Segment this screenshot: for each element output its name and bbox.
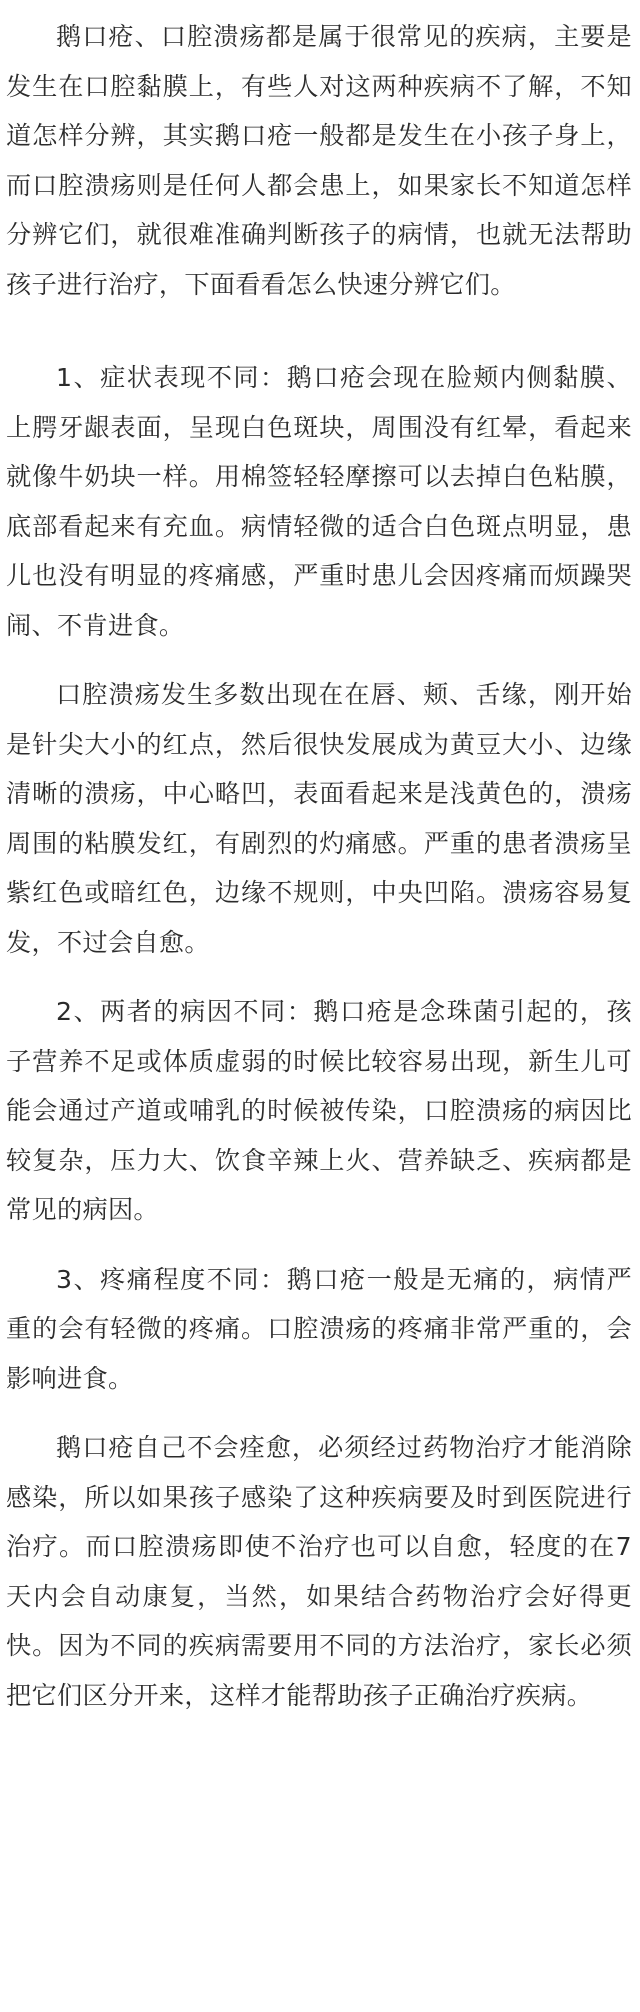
intro-paragraph: 鹅口疮、口腔溃疡都是属于很常见的疾病，主要是发生在口腔黏膜上，有些人对这两种疾病不了解，不知道怎样分辨，其实鹅口疮一般都是发生在小孩子身上，而口腔溃疡则是任何人都会患上，如果家长不知道怎样分辨它们，就很难准确判断孩子的病情，也就无法帮助孩子进行治疗，下面看看怎么快速分辨它们。 [6,22,632,299]
ulcer-description-paragraph: 口腔溃疡发生多数出现在在唇、颊、舌缘，刚开始是针尖大小的红点，然后很快发展成为黄豆大小、边缘清晰的溃疡，中心略凹，表面看起来是浅黄色的，溃疡周围的粘膜发红，有剧烈的灼痛感。严重的患者溃疡呈紫红色或暗红色，边缘不规则，中央凹陷。溃疡容易复发，不过会自愈。 [6,680,632,957]
treatment-paragraph: 鹅口疮自己不会痊愈，必须经过药物治疗才能消除感染，所以如果孩子感染了这种疾病要及时到医院进行治疗。而口腔溃疡即使不治疗也可以自愈，轻度的在7天内会自动康复，当然，如果结合药物治疗会好得更快。因为不同的疾病需要用不同的方法治疗，家长必须把它们区分开来，这样才能帮助孩子正确治疗疾病。 [6,1433,632,1710]
cause-paragraph: 2、两者的病因不同：鹅口疮是念珠菌引起的，孩子营养不足或体质虚弱的时候比较容易出现，新生儿可能会通过产道或哺乳的时候被传染，口腔溃疡的病因比较复杂，压力大、饮食辛辣上火、营养缺乏、疾病都是常见的病因。 [6,997,632,1224]
symptom-paragraph: 1、症状表现不同：鹅口疮会现在脸颊内侧黏膜、上腭牙龈表面，呈现白色斑块，周围没有红晕，看起来就像牛奶块一样。用棉签轻轻摩擦可以去掉白色粘膜，底部看起来有充血。病情轻微的适合白色斑点明显，患儿也没有明显的疼痛感，严重时患儿会因疼痛而烦躁哭闹、不肯进食。 [6,363,632,640]
pain-paragraph: 3、疼痛程度不同：鹅口疮一般是无痛的，病情严重的会有轻微的疼痛。口腔溃疡的疼痛非常严重的，会影响进食。 [6,1264,632,1393]
